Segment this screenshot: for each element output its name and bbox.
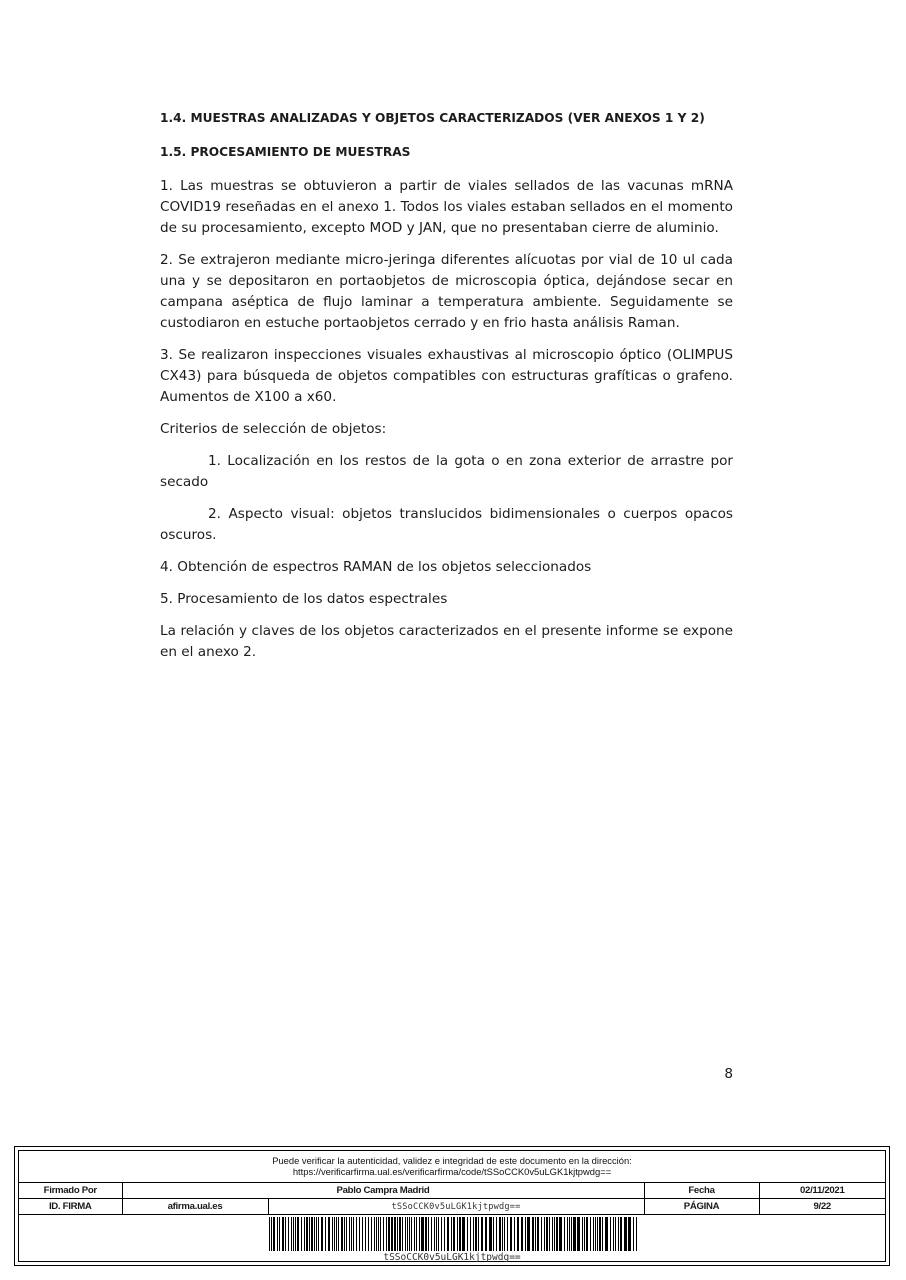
page-label: PÁGINA [644, 1199, 759, 1215]
criterion-1: 1. Localización en los restos de la gota o en zona exterior de arrastre por secado [160, 453, 733, 490]
verification-url[interactable]: https://verificarfirma.ual.es/verificarfirma/code/tSSoCCK0v5uLGK1kjtpwdg== [292, 1166, 612, 1177]
paragraph-2: 2. Se extrajeron mediante micro-jeringa diferentes alícuotas por vial de 10 ul cada una y se depositaron en portaobjetos de microscopia óptica, dejándose secar en campana aséptica de flujo laminar a temperatura ambiente. Seguidamente se custodiaron en estuche portaobjetos cerrado y en frio hasta análisis Raman. [160, 252, 733, 331]
date-label: Fecha [644, 1183, 759, 1199]
closing-paragraph: La relación y claves de los objetos caracterizados en el presente informe se expone en el anexo 2. [160, 623, 733, 660]
page-value: 9/22 [759, 1199, 885, 1215]
verification-notice [19, 1155, 885, 1177]
paragraph-5: 5. Procesamiento de los datos espectrales [160, 591, 448, 607]
signer-name: Pablo Campra Madrid [122, 1183, 644, 1199]
page-number: 8 [724, 1066, 733, 1082]
id-code: tSSoCCK0v5uLGK1kjtpwdg== [268, 1199, 644, 1215]
signature-footer [14, 1146, 890, 1266]
section-heading-1-4: 1.4. MUESTRAS ANALIZADAS Y OBJETOS CARACTERIZADOS (VER ANEXOS 1 Y 2) [160, 111, 705, 125]
paragraph-1: 1. Las muestras se obtuvieron a partir de viales sellados de las vacunas mRNA COVID19 reseñadas en el anexo 1. Todos los viales estaban sellados en el momento de su procesamiento, excepto MOD y JAN, que no presentaban cierre de aluminio. [160, 178, 733, 236]
barcode-icon [269, 1217, 639, 1251]
document-body [160, 108, 733, 674]
criteria-title: Criterios de selección de objetos: [160, 421, 387, 437]
barcode-text: tSSoCCK0v5uLGK1kjtpwdg== [383, 1252, 521, 1263]
date-value: 02/11/2021 [759, 1183, 885, 1199]
signed-by-label: Firmado Por [19, 1183, 122, 1199]
signature-row [19, 1183, 885, 1199]
id-host: afirma.ual.es [122, 1199, 268, 1215]
section-heading-1-5: 1.5. PROCESAMIENTO DE MUESTRAS [160, 145, 411, 159]
criterion-2: 2. Aspecto visual: objetos translucidos bidimensionales o cuerpos opacos oscuros. [160, 506, 733, 543]
signature-footer-inner [18, 1150, 886, 1262]
paragraph-4: 4. Obtención de espectros RAMAN de los objetos seleccionados [160, 559, 592, 575]
id-label: ID. FIRMA [19, 1199, 122, 1215]
signature-table [19, 1182, 885, 1215]
id-row [19, 1199, 885, 1215]
verification-text: Puede verificar la autenticidad, validez e integridad de este documento en la dirección: [272, 1155, 632, 1166]
paragraph-3: 3. Se realizaron inspecciones visuales exhaustivas al microscopio óptico (OLIMPUS CX43) para búsqueda de objetos compatibles con estructuras grafíticas o grafeno. Aumentos de X100 a x60. [160, 347, 733, 405]
